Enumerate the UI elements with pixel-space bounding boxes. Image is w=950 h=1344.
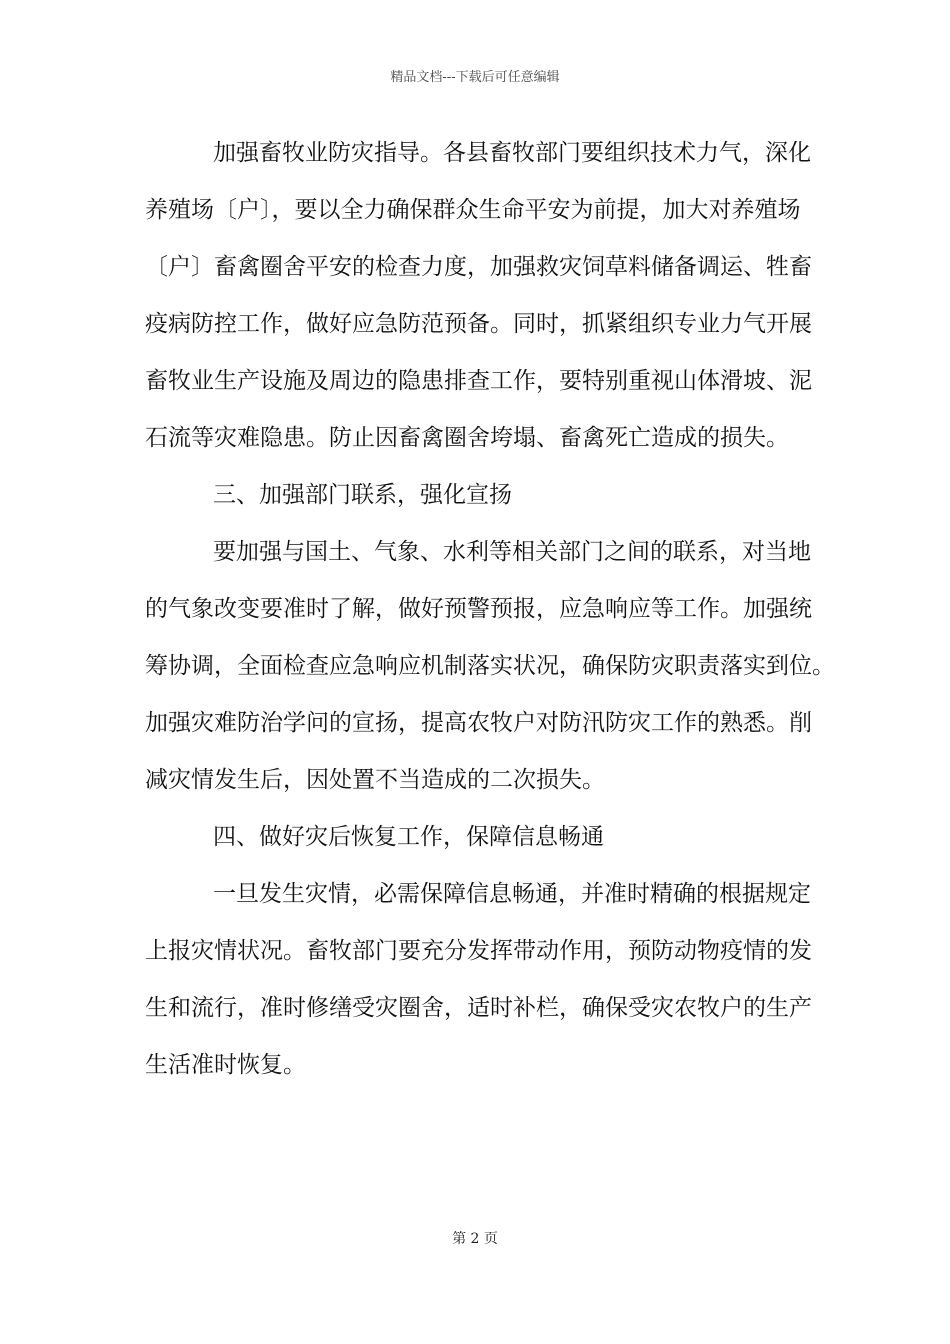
paragraph-line: 加强灾难防治学问的宣扬，提高农牧户对防汛防灾工作的熟悉。削: [145, 710, 812, 736]
paragraph-line: 上报灾情状况。畜牧部门要充分发挥带动作用，预防动物疫情的发: [145, 938, 812, 964]
paragraph-line: 生活准时恢复。: [145, 1052, 306, 1078]
paragraph-line: 养殖场〔户〕，要以全力确保群众生命平安为前提，加大对养殖场: [145, 197, 801, 223]
paragraph-line: 石流等灾难隐患。防止因畜禽圈舍垮塌、畜禽死亡造成的损失。: [145, 425, 789, 451]
paragraph-line: 生和流行，准时修缮受灾圈舍，适时补栏，确保受灾农牧户的生产: [145, 995, 812, 1021]
section-heading: 三、加强部门联系，强化宣扬: [213, 482, 512, 508]
paragraph-line: 筹协调，全面检查应急响应机制落实状况，确保防灾职责落实到位。: [145, 653, 835, 679]
paragraph-line: 畜牧业生产设施及周边的隐患排查工作，要特别重视山体滑坡、泥: [145, 368, 812, 394]
paragraph-line: 加强畜牧业防灾指导。各县畜牧部门要组织技术力气，深化: [213, 140, 811, 166]
paragraph-line: 〔户〕畜禽圈舍平安的检查力度，加强救灾饲草料储备调运、牲畜: [145, 254, 812, 280]
paragraph-line: 减灾情发生后，因处置不当造成的二次损失。: [145, 767, 605, 793]
paragraph-line: 要加强与国土、气象、水利等相关部门之间的联系，对当地: [213, 539, 811, 565]
page-number: 第 2 页: [452, 1231, 498, 1247]
section-heading: 四、做好灾后恢复工作，保障信息畅通: [213, 824, 604, 850]
paragraph-line: 一旦发生灾情，必需保障信息畅通，并准时精确的根据规定: [213, 881, 811, 907]
paragraph-line: 的气象改变要准时了解，做好预警预报，应急响应等工作。加强统: [145, 596, 812, 622]
page-header: 精品文档---下载后可任意编辑: [390, 70, 560, 85]
document-body: [145, 129, 835, 1098]
paragraph-line: 疫病防控工作，做好应急防范预备。同时，抓紧组织专业力气开展: [145, 311, 812, 337]
